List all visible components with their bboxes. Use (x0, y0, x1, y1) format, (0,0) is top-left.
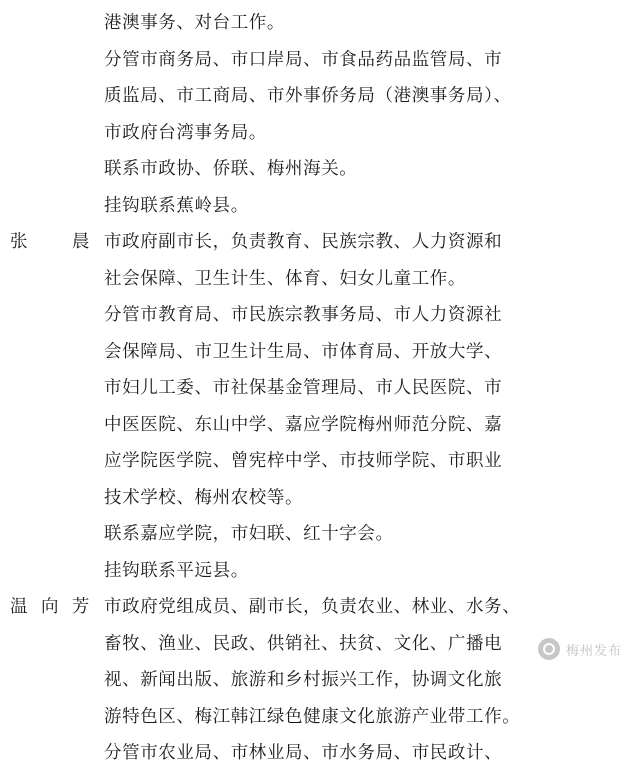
person-name (10, 588, 96, 625)
document-line: 市妇儿工委、市社保基金管理局、市人民医院、市 (104, 377, 503, 397)
document-line: 市政府台湾事务局。 (104, 121, 267, 142)
document-line: 分管市教育局、市民族宗教事务局、市人力资源社 (104, 304, 503, 324)
watermark (538, 638, 622, 660)
document-line: 技术学校、梅州农校等。 (104, 486, 304, 507)
document-line: 港澳事务、对台工作。 (104, 12, 285, 32)
document-line: 中医医院、东山中学、嘉应学院梅州师范分院、嘉 (104, 413, 503, 434)
person-name-text: 张 晨 (10, 231, 90, 251)
document-line: 应学院医学院、曾宪梓中学、市技师学院、市职业 (104, 450, 503, 470)
person-name (10, 223, 96, 260)
document-line: 挂钩联系蕉岭县。 (104, 194, 249, 215)
document-line: 市政府党组成员、副市长，负责农业、林业、水务、 (104, 596, 521, 616)
document-line: 社会保障、卫生计生、体育、妇女儿童工作。 (104, 267, 466, 288)
document-line: 联系嘉应学院，市妇联、红十字会。 (104, 523, 394, 543)
paragraph-block (10, 223, 596, 588)
person-name-text: 温向芳 (10, 596, 90, 616)
document-line: 联系市政协、侨联、梅州海关。 (104, 158, 358, 178)
document-line: 游特色区、梅江韩江绿色健康文化旅游产业带工作。 (104, 705, 521, 726)
circle-badge-icon (538, 638, 560, 660)
paragraph-block (104, 4, 596, 223)
document-line: 分管市农业局、市林业局、市水务局、市民政计、 (104, 742, 503, 762)
document-line: 畜牧、渔业、民政、供销社、扶贫、文化、广播电 (104, 632, 503, 653)
document-line: 挂钩联系平远县。 (104, 559, 249, 580)
document-line: 分管市商务局、市口岸局、市食品药品监管局、市 (104, 48, 503, 69)
document-line: 视、新闻出版、旅游和乡村振兴工作，协调文化旅 (104, 669, 503, 689)
document-line: 会保障局、市卫生计生局、市体育局、开放大学、 (104, 340, 503, 361)
document-line: 质监局、市工商局、市外事侨务局（港澳事务局）、 (104, 85, 512, 105)
document-line: 市政府副市长，负责教育、民族宗教、人力资源和 (104, 231, 503, 251)
watermark-label: 梅州发布 (565, 642, 622, 658)
paragraph-block (10, 588, 596, 771)
